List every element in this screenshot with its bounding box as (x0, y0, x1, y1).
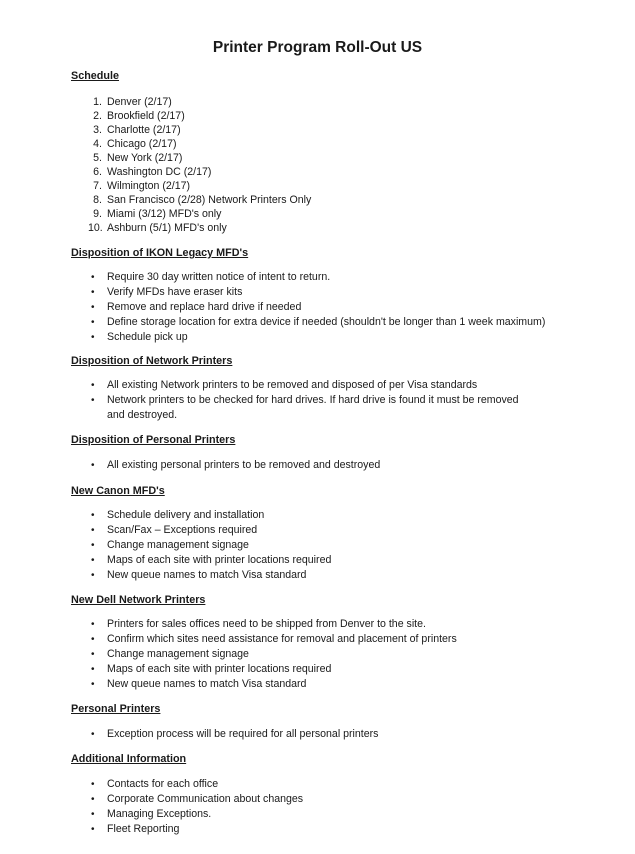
list-item: • Printers for sales offices need to be shipped from Denver to the site. (91, 618, 426, 630)
list-item: • All existing Network printers to be removed and disposed of per Visa standards (91, 379, 478, 391)
list-item: 8. San Francisco (2/28) Network Printers Only (93, 194, 312, 206)
list-item: • New queue names to match Visa standard (91, 569, 307, 581)
list-item: • Remove and replace hard drive if needed (91, 301, 302, 313)
personal-disposition-list (88, 458, 548, 473)
list-item: • Schedule pick up (91, 331, 188, 343)
list-item: 3. Charlotte (2/17) (93, 124, 181, 136)
list-item: • Managing Exceptions. (91, 808, 212, 820)
list-item: 9. Miami (3/12) MFD's only (93, 208, 222, 220)
personal-disposition-heading: Disposition of Personal Printers (71, 434, 236, 446)
list-item: 7. Wilmington (2/17) (93, 180, 191, 192)
list-item: • Confirm which sites need assistance for removal and placement of printers (91, 633, 457, 645)
list-item: • Exception process will be required for all personal printers (91, 728, 379, 740)
list-item: • Verify MFDs have eraser kits (91, 286, 243, 298)
dell-list (88, 617, 548, 692)
canon-heading: New Canon MFD's (71, 485, 165, 497)
list-item: • All existing personal printers to be removed and destroyed (91, 459, 381, 471)
ikon-list (88, 270, 558, 345)
network-list (88, 378, 538, 423)
list-item: • Change management signage (91, 648, 249, 660)
list-item: 10. Ashburn (5/1) MFD's only (88, 222, 227, 234)
additional-list (88, 777, 548, 837)
canon-list (88, 508, 548, 583)
list-item: • Maps of each site with printer locations required (91, 554, 332, 566)
list-item: • Maps of each site with printer locations required (91, 663, 332, 675)
list-item: 2. Brookfield (2/17) (93, 110, 185, 122)
list-item: 1. Denver (2/17) (93, 96, 172, 108)
page-title: Printer Program Roll-Out US (212, 39, 423, 56)
dell-heading: New Dell Network Printers (71, 594, 206, 606)
additional-heading: Additional Information (71, 753, 187, 765)
list-item: • Change management signage (91, 539, 249, 551)
personal-printers-heading: Personal Printers (71, 703, 161, 715)
schedule-heading: Schedule (71, 70, 120, 82)
list-item: • Contacts for each office (91, 778, 219, 790)
list-item: • Corporate Communication about changes (91, 793, 304, 805)
list-item: • Scan/Fax – Exceptions required (91, 524, 258, 536)
schedule-list (88, 95, 311, 235)
list-item: • Schedule delivery and installation (91, 509, 265, 521)
list-item: • Fleet Reporting (91, 823, 180, 835)
list-item: • Require 30 day written notice of intent to return. (91, 271, 331, 283)
list-item: • Define storage location for extra device if needed (shouldn't be longer than 1 week maximum) (91, 316, 546, 328)
network-heading: Disposition of Network Printers (71, 355, 233, 367)
list-item: 6. Washington DC (2/17) (93, 166, 212, 178)
personal-printers-list (88, 727, 548, 742)
list-item: • New queue names to match Visa standard (91, 678, 307, 690)
ikon-heading: Disposition of IKON Legacy MFD's (71, 247, 249, 259)
list-item: • Network printers to be checked for hard drives. If hard drive is found it must be removed and destroyed. (91, 394, 519, 421)
list-item: 4. Chicago (2/17) (93, 138, 177, 150)
list-item: 5. New York (2/17) (93, 152, 183, 164)
